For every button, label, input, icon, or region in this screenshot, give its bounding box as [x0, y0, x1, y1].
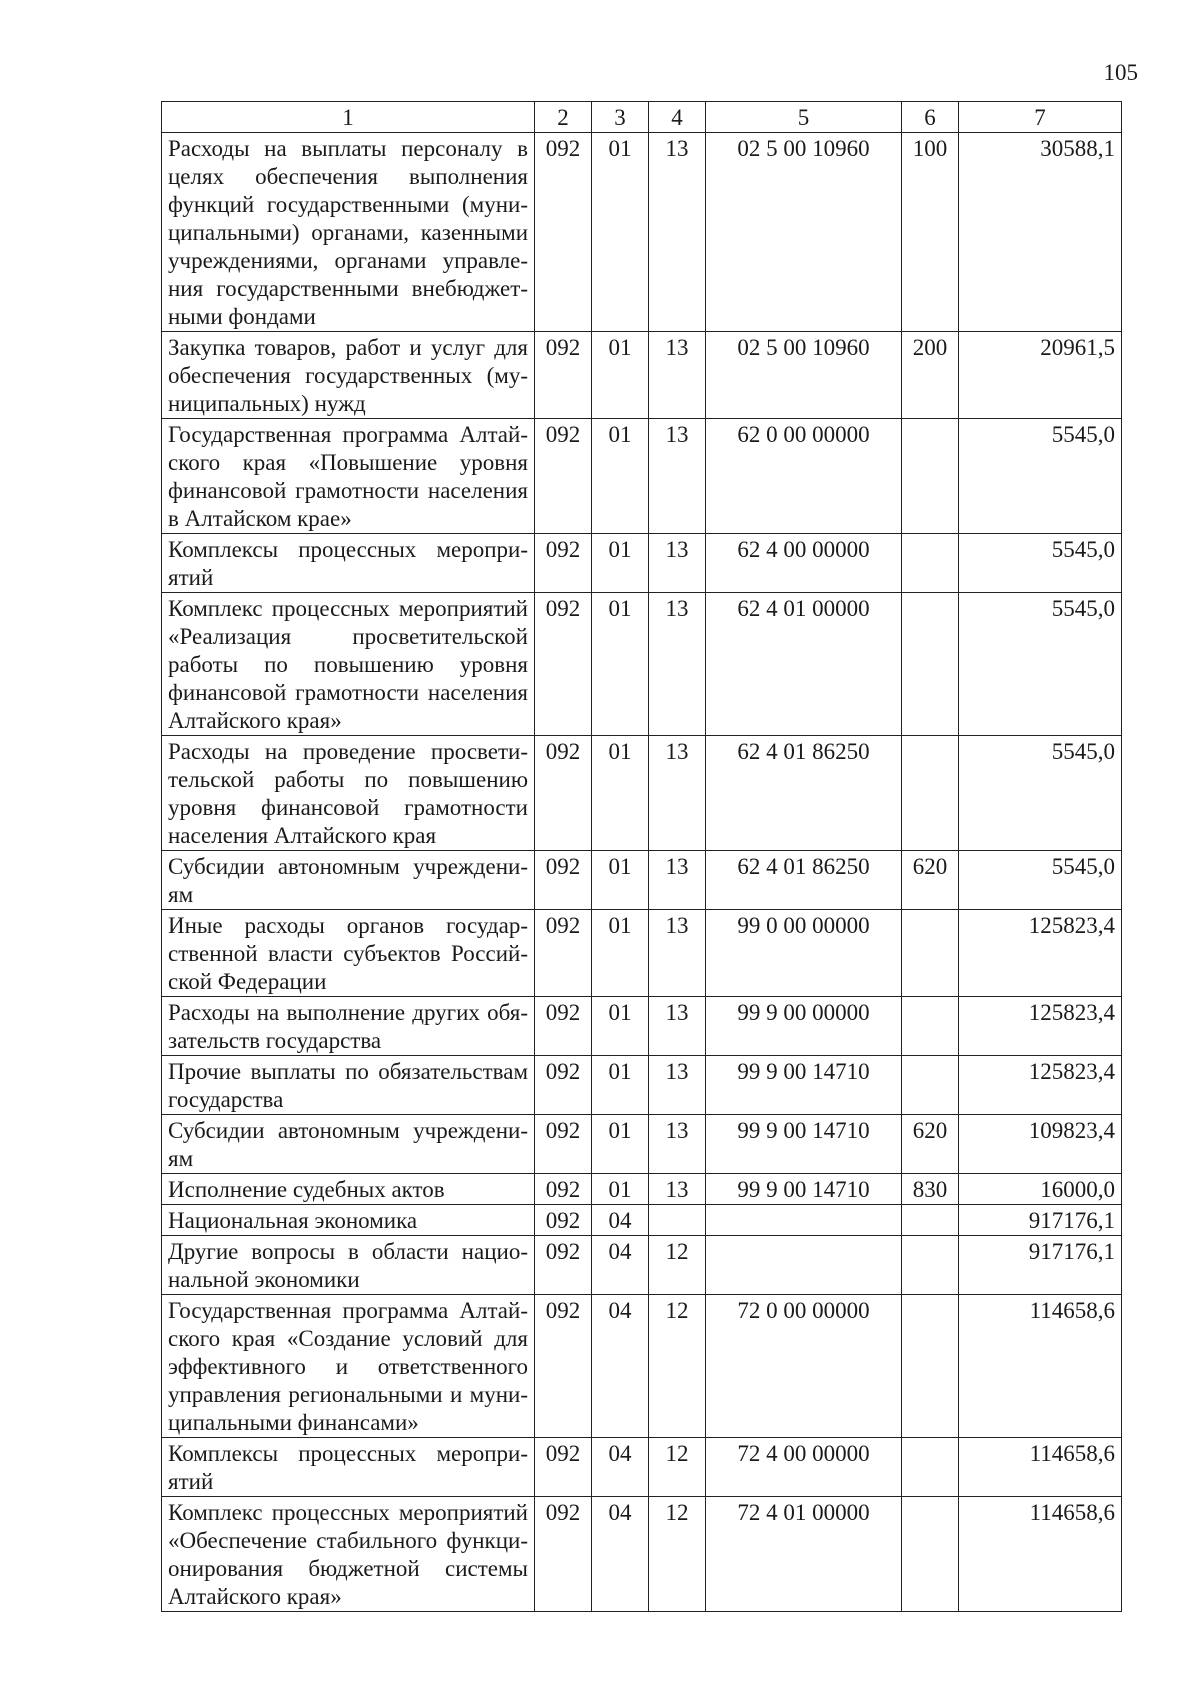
cell-subsection: 12: [649, 1497, 706, 1612]
table-row: [162, 1236, 1122, 1295]
cell-target-article: 62 4 01 00000: [706, 593, 902, 736]
cell-grbs: 092: [535, 736, 592, 851]
table-row: [162, 1295, 1122, 1438]
row-name: Комплекс процессных мероприятий «Обеспечение стабильного функционирования бюджетной системы Алтайского края»: [162, 1497, 535, 1612]
table-row: [162, 593, 1122, 736]
table-row: [162, 851, 1122, 910]
cell-expense-type: 830: [902, 1174, 959, 1205]
row-name: Расходы на проведение просветительской работы по повышению уровня финансовой грамотности населения Алтайского края: [162, 736, 535, 851]
cell-target-article: 62 0 00 00000: [706, 419, 902, 534]
cell-section: 01: [592, 736, 649, 851]
cell-expense-type: [902, 419, 959, 534]
cell-section: 01: [592, 332, 649, 419]
cell-target-article: 02 5 00 10960: [706, 332, 902, 419]
cell-grbs: 092: [535, 1497, 592, 1612]
cell-grbs: 092: [535, 332, 592, 419]
cell-grbs: 092: [535, 1295, 592, 1438]
cell-expense-type: 620: [902, 1115, 959, 1174]
table-body: [162, 133, 1122, 1612]
cell-grbs: 092: [535, 910, 592, 997]
header-col-2: 2: [535, 102, 592, 133]
cell-target-article: 72 4 00 00000: [706, 1438, 902, 1497]
row-name: Национальная экономика: [162, 1205, 535, 1236]
row-name: Государственная программа Алтайского края «Повышение уровня финансовой грамотности населения в Алтайском крае»: [162, 419, 535, 534]
cell-expense-type: [902, 736, 959, 851]
table-row: [162, 1438, 1122, 1497]
page-number: 105: [1103, 60, 1138, 85]
cell-amount: 114658,6: [959, 1497, 1122, 1612]
cell-grbs: 092: [535, 1056, 592, 1115]
cell-target-article: 62 4 01 86250: [706, 736, 902, 851]
cell-target-article: 62 4 00 00000: [706, 534, 902, 593]
header-col-5: 5: [706, 102, 902, 133]
cell-target-article: 72 4 01 00000: [706, 1497, 902, 1612]
cell-subsection: 13: [649, 1174, 706, 1205]
cell-target-article: 99 9 00 00000: [706, 997, 902, 1056]
cell-section: 04: [592, 1295, 649, 1438]
cell-section: 01: [592, 1174, 649, 1205]
table-row: [162, 1174, 1122, 1205]
table-row: [162, 1115, 1122, 1174]
cell-amount: 917176,1: [959, 1236, 1122, 1295]
cell-expense-type: [902, 1205, 959, 1236]
table-row: [162, 1205, 1122, 1236]
cell-target-article: 62 4 01 86250: [706, 851, 902, 910]
cell-expense-type: 200: [902, 332, 959, 419]
table-row: [162, 419, 1122, 534]
table-row: [162, 1056, 1122, 1115]
row-name: Комплекс процессных мероприятий «Реализация просветительской работы по повышению уровня финансовой грамотности населения Алтайского края»: [162, 593, 535, 736]
cell-section: 01: [592, 1115, 649, 1174]
row-name: Государственная программа Алтайского края «Создание условий для эффективного и ответственного управления региональными и муниципальными финансами»: [162, 1295, 535, 1438]
cell-section: 04: [592, 1236, 649, 1295]
cell-subsection: 13: [649, 534, 706, 593]
cell-section: 01: [592, 419, 649, 534]
row-name: Прочие выплаты по обязательствам государства: [162, 1056, 535, 1115]
cell-amount: 20961,5: [959, 332, 1122, 419]
cell-grbs: 092: [535, 1174, 592, 1205]
cell-grbs: 092: [535, 1115, 592, 1174]
cell-target-article: 99 9 00 14710: [706, 1174, 902, 1205]
budget-table: [161, 101, 1122, 1612]
row-name: Закупка товаров, работ и услуг для обеспечения государственных (муниципальных) нужд: [162, 332, 535, 419]
cell-subsection: 12: [649, 1236, 706, 1295]
cell-subsection: 12: [649, 1438, 706, 1497]
row-name: Расходы на выплаты персоналу в целях обеспечения выполнения функций государственными (муниципальными) органами, казенными учреждениями, органами управления государственными внебюджетными фондами: [162, 133, 535, 332]
row-name: Субсидии автономным учреждениям: [162, 1115, 535, 1174]
row-name: Комплексы процессных мероприятий: [162, 534, 535, 593]
cell-subsection: 12: [649, 1295, 706, 1438]
header-col-4: 4: [649, 102, 706, 133]
cell-grbs: 092: [535, 593, 592, 736]
cell-grbs: 092: [535, 851, 592, 910]
cell-expense-type: [902, 534, 959, 593]
row-name: Иные расходы органов государственной власти субъектов Российской Федерации: [162, 910, 535, 997]
table-row: [162, 133, 1122, 332]
cell-target-article: 02 5 00 10960: [706, 133, 902, 332]
cell-section: 01: [592, 997, 649, 1056]
cell-target-article: 99 9 00 14710: [706, 1056, 902, 1115]
cell-subsection: 13: [649, 332, 706, 419]
cell-target-article: 99 9 00 14710: [706, 1115, 902, 1174]
cell-amount: 125823,4: [959, 1056, 1122, 1115]
header-col-1: 1: [162, 102, 535, 133]
cell-subsection: 13: [649, 851, 706, 910]
cell-amount: 30588,1: [959, 133, 1122, 332]
cell-amount: 5545,0: [959, 736, 1122, 851]
table-row: [162, 534, 1122, 593]
cell-expense-type: 100: [902, 133, 959, 332]
table-row: [162, 332, 1122, 419]
cell-amount: 125823,4: [959, 910, 1122, 997]
cell-section: 01: [592, 534, 649, 593]
cell-expense-type: [902, 1236, 959, 1295]
cell-amount: 5545,0: [959, 534, 1122, 593]
cell-subsection: 13: [649, 1056, 706, 1115]
cell-amount: 5545,0: [959, 419, 1122, 534]
cell-grbs: 092: [535, 419, 592, 534]
cell-grbs: 092: [535, 133, 592, 332]
cell-grbs: 092: [535, 534, 592, 593]
row-name: Комплексы процессных мероприятий: [162, 1438, 535, 1497]
row-name: Исполнение судебных актов: [162, 1174, 535, 1205]
cell-subsection: 13: [649, 910, 706, 997]
cell-grbs: 092: [535, 1438, 592, 1497]
cell-target-article: 99 0 00 00000: [706, 910, 902, 997]
cell-subsection: 13: [649, 419, 706, 534]
table-row: [162, 997, 1122, 1056]
table-row: [162, 736, 1122, 851]
cell-amount: 109823,4: [959, 1115, 1122, 1174]
header-row: [162, 102, 1122, 133]
cell-expense-type: [902, 997, 959, 1056]
cell-subsection: 13: [649, 133, 706, 332]
row-name: Другие вопросы в области национальной экономики: [162, 1236, 535, 1295]
cell-expense-type: [902, 1056, 959, 1115]
cell-amount: 917176,1: [959, 1205, 1122, 1236]
cell-expense-type: [902, 1497, 959, 1612]
cell-subsection: 13: [649, 1115, 706, 1174]
cell-amount: 114658,6: [959, 1438, 1122, 1497]
cell-expense-type: [902, 1438, 959, 1497]
cell-target-article: [706, 1205, 902, 1236]
cell-grbs: 092: [535, 1205, 592, 1236]
header-col-6: 6: [902, 102, 959, 133]
cell-amount: 5545,0: [959, 851, 1122, 910]
row-name: Расходы на выполнение других обязательств государства: [162, 997, 535, 1056]
table-row: [162, 1497, 1122, 1612]
table-row: [162, 910, 1122, 997]
cell-section: 04: [592, 1438, 649, 1497]
cell-grbs: 092: [535, 1236, 592, 1295]
cell-amount: 5545,0: [959, 593, 1122, 736]
cell-subsection: [649, 1205, 706, 1236]
cell-target-article: 72 0 00 00000: [706, 1295, 902, 1438]
cell-section: 01: [592, 1056, 649, 1115]
row-name: Субсидии автономным учреждениям: [162, 851, 535, 910]
cell-subsection: 13: [649, 593, 706, 736]
cell-amount: 125823,4: [959, 997, 1122, 1056]
cell-grbs: 092: [535, 997, 592, 1056]
header-col-7: 7: [959, 102, 1122, 133]
cell-section: 04: [592, 1205, 649, 1236]
cell-section: 01: [592, 133, 649, 332]
cell-amount: 16000,0: [959, 1174, 1122, 1205]
cell-section: 01: [592, 910, 649, 997]
cell-expense-type: [902, 910, 959, 997]
cell-amount: 114658,6: [959, 1295, 1122, 1438]
cell-subsection: 13: [649, 736, 706, 851]
cell-section: 01: [592, 593, 649, 736]
cell-expense-type: [902, 593, 959, 736]
cell-expense-type: 620: [902, 851, 959, 910]
cell-expense-type: [902, 1295, 959, 1438]
cell-section: 04: [592, 1497, 649, 1612]
cell-section: 01: [592, 851, 649, 910]
cell-subsection: 13: [649, 997, 706, 1056]
header-col-3: 3: [592, 102, 649, 133]
cell-target-article: [706, 1236, 902, 1295]
